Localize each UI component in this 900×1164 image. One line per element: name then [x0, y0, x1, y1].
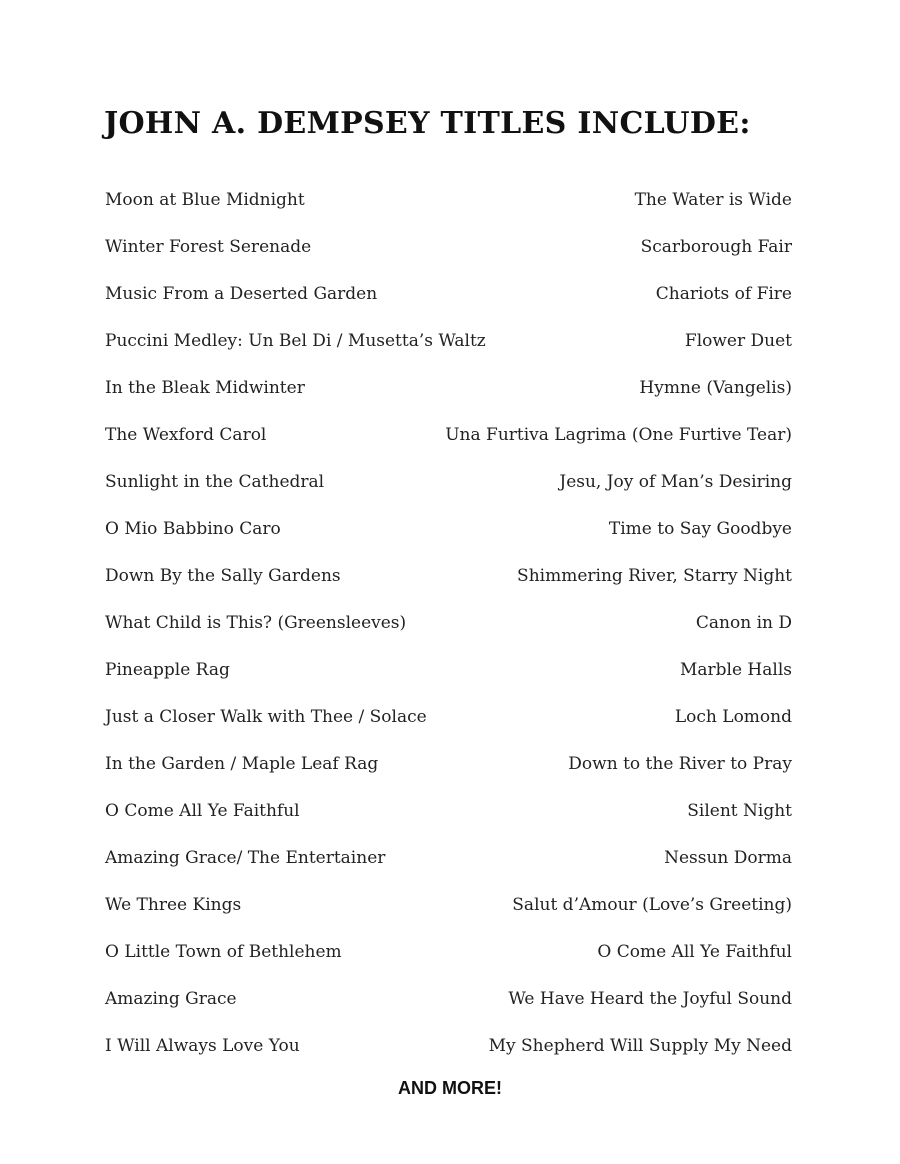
title-right: My Shepherd Will Supply My Need [488, 1036, 792, 1056]
title-row [105, 985, 792, 1032]
title-left: Moon at Blue Midnight [105, 190, 305, 210]
title-right: Chariots of Fire [655, 284, 792, 304]
title-right: Canon in D [695, 613, 792, 633]
title-right: Nessun Dorma [664, 848, 792, 868]
title-right: O Come All Ye Faithful [597, 942, 792, 962]
title-left: Sunlight in the Cathedral [105, 472, 325, 492]
title-row [105, 374, 792, 421]
title-row [105, 562, 792, 609]
title-row [105, 1032, 792, 1079]
title-left: Just a Closer Walk with Thee / Solace [105, 707, 427, 727]
and-more-footer: AND MORE! [398, 1078, 502, 1098]
title-right: Time to Say Goodbye [608, 519, 792, 539]
title-right: Una Furtiva Lagrima (One Furtive Tear) [445, 425, 792, 445]
title-right: Silent Night [687, 801, 792, 821]
title-right: Shimmering River, Starry Night [517, 566, 792, 586]
title-left: In the Bleak Midwinter [105, 378, 305, 398]
title-row [105, 515, 792, 562]
title-right: We Have Heard the Joyful Sound [508, 989, 792, 1009]
title-left: O Come All Ye Faithful [105, 801, 300, 821]
title-row [105, 797, 792, 844]
title-row [105, 656, 792, 703]
title-left: I Will Always Love You [105, 1036, 300, 1056]
title-left: Music From a Deserted Garden [105, 284, 378, 304]
title-row [105, 280, 792, 327]
titles-list [105, 186, 792, 1079]
title-right: Scarborough Fair [640, 237, 792, 257]
title-row [105, 327, 792, 374]
title-left: Pineapple Rag [105, 660, 230, 680]
title-right: Jesu, Joy of Man’s Desiring [559, 472, 792, 492]
title-left: Winter Forest Serenade [105, 237, 312, 257]
title-left: Amazing Grace/ The Entertainer [105, 848, 386, 868]
title-row [105, 233, 792, 280]
title-right: Flower Duet [684, 331, 792, 351]
title-row [105, 891, 792, 938]
page-title: JOHN A. DEMPSEY TITLES INCLUDE: [104, 106, 751, 141]
title-left: The Wexford Carol [105, 425, 267, 445]
title-right: Marble Halls [679, 660, 792, 680]
title-left: In the Garden / Maple Leaf Rag [105, 754, 379, 774]
title-left: Down By the Sally Gardens [105, 566, 341, 586]
title-right: Hymne (Vangelis) [639, 378, 792, 398]
title-left: O Little Town of Bethlehem [105, 942, 342, 962]
title-row [105, 186, 792, 233]
title-left: We Three Kings [105, 895, 242, 915]
title-right: The Water is Wide [634, 190, 792, 210]
title-row [105, 844, 792, 891]
title-row [105, 468, 792, 515]
title-row [105, 609, 792, 656]
title-right: Down to the River to Pray [568, 754, 792, 774]
title-right: Salut d’Amour (Love’s Greeting) [512, 895, 792, 915]
title-row [105, 421, 792, 468]
title-left: Puccini Medley: Un Bel Di / Musetta’s Waltz [105, 331, 486, 351]
title-row [105, 750, 792, 797]
title-row [105, 938, 792, 985]
title-left: What Child is This? (Greensleeves) [105, 613, 407, 633]
title-left: Amazing Grace [105, 989, 237, 1009]
title-left: O Mio Babbino Caro [105, 519, 281, 539]
title-right: Loch Lomond [674, 707, 792, 727]
title-row [105, 703, 792, 750]
